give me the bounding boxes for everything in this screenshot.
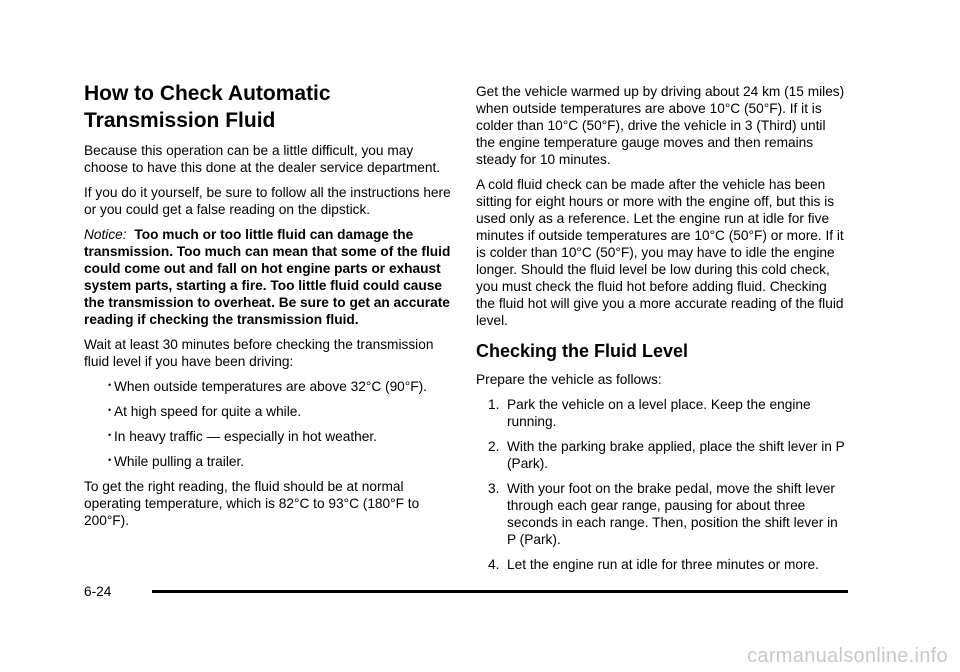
list-item-text: At high speed for quite a while. [114,404,302,419]
page-number: 6-24 [84,584,112,599]
paragraph-warmup: Get the vehicle warmed up by driving about 24 km (15 miles) when outside temperatures are above 10°C (50°F). If it is colder than 10°C (50°F), drive the vehicle in 3 (Third) until the engine temperature gauge moves and then remains steady for 10 minutes. [476,84,845,167]
bullet-icon: • [108,380,112,390]
step-item [476,480,848,548]
paragraph-prepare: Prepare the vehicle as follows: [476,372,662,387]
paragraph-intro: Because this operation can be a little difficult, you may choose to have this done at the dealer service department. [84,143,441,175]
step-item [476,396,848,430]
list-item [84,403,456,420]
step-text: Let the engine run at idle for three minutes or more. [507,557,819,572]
list-item [84,453,456,470]
list-item [84,428,456,445]
right-column [476,83,848,581]
watermark: carmanualsonline.info [747,645,948,667]
footer-divider [152,590,848,593]
list-item-text: While pulling a trailer. [114,454,245,469]
list-item-text: When outside temperatures are above 32°C (90°F). [114,379,427,394]
list-item [84,378,456,395]
section-title: How to Check Automatic Transmission Fluid [84,82,331,132]
paragraph-instructions: If you do it yourself, be sure to follow all the instructions here or you could get a false reading on the dipstick. [84,185,451,217]
notice-label: Notice: [84,227,127,242]
step-number: 2. [488,439,500,454]
step-number: 3. [488,481,500,496]
bullet-icon: • [108,455,112,465]
steps-list [476,396,848,573]
step-text: With the parking brake applied, place the shift lever in P (Park). [507,439,845,471]
paragraph-wait: Wait at least 30 minutes before checking the transmission fluid level if you have been driving: [84,337,434,369]
step-number: 4. [488,557,500,572]
list-item-text: In heavy traffic — especially in hot weather. [114,429,377,444]
notice [84,226,456,328]
subsection-title: Checking the Fluid Level [476,341,689,361]
step-text: With your foot on the brake pedal, move the shift lever through each gear range, pausing for about three seconds in each range. Then, position the shift lever in P (Park). [507,481,838,547]
step-number: 1. [488,397,500,412]
bullet-icon: • [108,430,112,440]
step-text: Park the vehicle on a level place. Keep the engine running. [507,397,811,429]
step-item [476,556,848,573]
condition-list [84,378,456,470]
bullet-icon: • [108,405,112,415]
left-column [84,80,456,537]
notice-body: Too much or too little fluid can damage the transmission. Too much can mean that some of the fluid could come out and fall on hot engine parts or exhaust system parts, starting a fire. Too little fluid could cause the transmission to overheat. Be sure to get an accurate reading if checking the transmission fluid. [84,227,451,327]
paragraph-temperature: To get the right reading, the fluid should be at normal operating temperature, which is 82°C to 93°C (180°F to 200°F). [84,479,420,528]
step-item [476,438,848,472]
paragraph-cold-check: A cold fluid check can be made after the vehicle has been sitting for eight hours or more with the engine off, but this is used only as a reference. Let the engine run at idle for five minutes if outside temperatures are 10°C (50°F) or more. If it is colder than 10°C (50°F), you may have to idle the engine longer. Should the fluid level be low during this cold check, you must check the fluid hot before adding fluid. Checking the fluid hot will give you a more accurate reading of the fluid level. [476,177,844,328]
